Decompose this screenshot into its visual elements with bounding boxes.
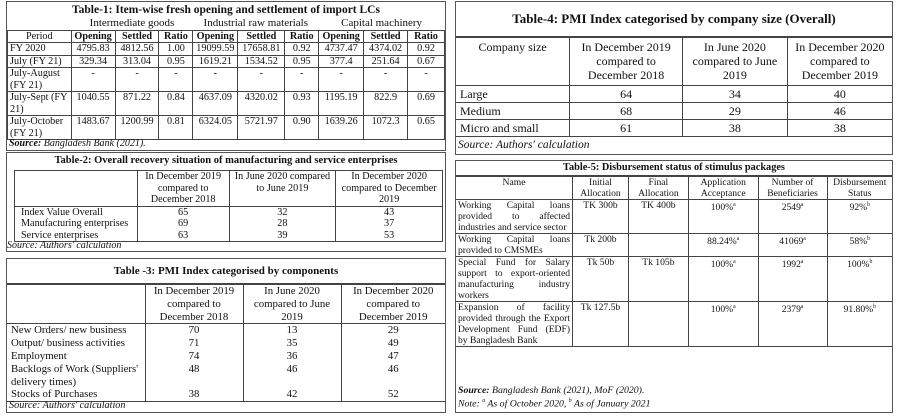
table-row: [15, 206, 443, 218]
column-header: In December 2020 compared to December 2019: [341, 285, 445, 324]
row-label: Medium: [456, 103, 570, 120]
table-cell: 5721.97: [238, 116, 285, 140]
table-row: [7, 350, 445, 363]
table-cell: 38: [145, 388, 243, 401]
column-header: Ratio: [285, 30, 319, 43]
table-cell: 42: [243, 388, 341, 401]
footnote-marker: a: [803, 236, 806, 242]
initial-allocation: Tk 127.5b: [573, 302, 629, 347]
table-3-grid: [7, 284, 445, 402]
footnote-marker: a: [800, 259, 804, 265]
table-cell: 313.04: [115, 55, 159, 68]
table-cell: 4374.02: [364, 43, 408, 56]
row-label: Service enterprises: [15, 230, 138, 242]
table-row: [456, 302, 892, 347]
row-label: July-Sept (FY 21): [8, 92, 72, 116]
table-cell: 47: [387, 349, 399, 362]
row-label: Backlogs of Work (Suppliers' delivery times): [7, 363, 145, 389]
table-cell: 46: [243, 363, 341, 389]
table-cell: 4320.02: [238, 92, 285, 116]
column-header: Ratio: [408, 30, 445, 43]
table-row: [456, 103, 892, 120]
table-row: [8, 43, 445, 56]
table-cell: 46: [387, 362, 399, 375]
table-cell: 17658.81: [238, 43, 285, 56]
table-4-header-row: [456, 38, 892, 86]
table-cell: 251.64: [364, 55, 408, 68]
row-label: July-August (FY 21): [8, 68, 72, 92]
footnote-marker: b: [867, 236, 870, 242]
table-row: [7, 337, 445, 350]
table-cell: 65: [137, 206, 229, 218]
table-cell: 38: [787, 120, 892, 137]
footnote-marker: b: [869, 259, 873, 265]
table-1-grid: [7, 18, 445, 140]
final-allocation: [628, 234, 688, 257]
table-2-header-row: [15, 171, 443, 207]
table-cell: 49: [387, 337, 399, 350]
column-header: In December 2019 compared to December 2018: [570, 38, 683, 86]
group-header: Intermediate goods: [89, 17, 175, 29]
column-header: In December 2020 compared to December 2019: [336, 171, 443, 207]
table-cell: 48: [145, 363, 243, 389]
table-cell: 0.65: [408, 116, 445, 140]
row-label: Manufacturing enterprises: [15, 218, 138, 230]
table-3-header-row: [7, 285, 445, 324]
table-3-pmi-components: [6, 258, 446, 413]
number-of-beneficiaries: 1992$^a$: [758, 257, 827, 302]
table-1-group-row: [8, 18, 445, 30]
table-row: [456, 257, 892, 302]
row-label: Employment: [7, 350, 145, 363]
column-header: Application Acceptance: [688, 177, 758, 200]
footnote-marker: a: [733, 259, 736, 265]
table-cell: 70: [145, 324, 243, 337]
footnote-marker: a: [800, 304, 804, 310]
column-header: In June 2020 compared to June 2019: [682, 38, 787, 86]
column-header: Settled: [115, 30, 159, 43]
package-name: Working Capital loans provided to affected industries and service sector: [456, 200, 573, 234]
table-cell: 1.00: [159, 43, 193, 56]
table-cell: 871.22: [115, 92, 159, 116]
table-cell: 74: [145, 350, 243, 363]
table-row: [15, 218, 443, 230]
table-cell: -: [408, 68, 445, 92]
column-header: Company size: [456, 38, 570, 86]
row-label: FY 2020: [8, 43, 72, 56]
initial-allocation: Tk 50b: [573, 257, 629, 302]
table-row: [7, 324, 445, 337]
table-row: [8, 92, 445, 116]
table-cell: 32: [229, 206, 336, 218]
package-name: Working Capital loans provided to CMSMEs: [456, 234, 573, 257]
table-cell: 68: [570, 103, 683, 120]
number-of-beneficiaries: 2549$^a$: [758, 200, 827, 234]
table-cell: 53: [336, 230, 443, 242]
table-5-source-line: Source: Bangladesh Bank (2021), MoF (2020).: [458, 385, 645, 396]
table-cell: 1534.52: [238, 55, 285, 68]
table-cell: 377.4: [319, 55, 364, 68]
table-cell: 1639.26: [319, 116, 364, 140]
row-label: Stocks of Purchases: [7, 388, 145, 401]
table-row: [7, 363, 445, 389]
table-cell: 822.9: [364, 92, 408, 116]
column-header: Ratio: [159, 30, 193, 43]
group-header: Industrial raw materials: [203, 17, 309, 29]
table-cell: 34: [682, 86, 787, 103]
table-cell: 0.81: [159, 116, 193, 140]
application-acceptance: 88.24%$^a$: [688, 234, 758, 257]
footnote-marker: b: [873, 304, 876, 310]
column-header: Opening: [71, 30, 115, 43]
application-acceptance: 100%$^a$: [688, 302, 758, 347]
column-header: Disbursement Status: [827, 177, 892, 200]
table-cell: 0.67: [408, 55, 445, 68]
column-header: Opening: [319, 30, 364, 43]
table-cell: 0.92: [285, 43, 319, 56]
footnote-marker: a: [736, 236, 740, 242]
table-row: [456, 86, 892, 103]
table-cell: 6324.05: [193, 116, 238, 140]
row-label: Large: [456, 86, 570, 103]
table-cell: 29: [387, 324, 399, 337]
column-header: Opening: [193, 30, 238, 43]
table-cell: 0.90: [285, 116, 319, 140]
table-5-source: [458, 385, 650, 409]
table-5-grid: [456, 176, 892, 347]
row-label: New Orders/ new business: [7, 324, 145, 337]
package-name: Expansion of facility provided through the Export Development Fund (EDF) by Bangladesh Bank: [456, 302, 573, 347]
table-row: [456, 200, 892, 234]
column-header: In December 2019 compared to December 2018: [145, 285, 243, 324]
row-label: Micro and small: [456, 120, 570, 137]
table-cell: 1072.3: [364, 116, 408, 140]
table-cell: 4812.56: [115, 43, 159, 56]
table-cell: 0.69: [408, 92, 445, 116]
table-row: [8, 55, 445, 68]
table-3-caption: Table -3: PMI Index categorised by components: [7, 259, 445, 284]
row-label: Output/ business activities: [7, 337, 145, 350]
table-4-grid: [456, 37, 892, 137]
table-4-source: Source: Authors' calculation: [458, 139, 590, 151]
table-2-grid: [14, 170, 443, 242]
table-1-header-row: [8, 30, 445, 43]
table-cell: 4737.47: [319, 43, 364, 56]
table-cell: -: [71, 68, 115, 92]
footnote-marker: b: [867, 202, 870, 208]
table-1-source: Source: Bangladesh Bank (2021).: [9, 138, 146, 149]
column-header: Number of Beneficiaries: [758, 177, 827, 200]
table-5-caption: Table-5: Disbursement status of stimulus packages: [456, 161, 892, 176]
row-label: July-October (FY 21): [8, 116, 72, 140]
column-header: Final Allocation: [628, 177, 688, 200]
table-cell: 1483.67: [71, 116, 115, 140]
table-cell: 19099.59: [193, 43, 238, 56]
footnote-marker: a: [800, 202, 804, 208]
table-cell: 37: [336, 218, 443, 230]
table-cell: 0.95: [285, 55, 319, 68]
table-cell: 71: [145, 337, 243, 350]
final-allocation: Tk 105b: [628, 257, 688, 302]
disbursement-status: 58%$^b$: [827, 234, 892, 257]
group-header: Capital machinery: [341, 17, 423, 29]
final-allocation: [628, 302, 688, 347]
table-row: [456, 120, 892, 137]
table-5-note-line: Note: $^a$ As of October 2020, $^b$ As of January 2021: [458, 398, 651, 410]
table-3-source: Source: Authors' calculation: [9, 400, 126, 411]
table-4-pmi-company-size: [455, 1, 893, 155]
table-cell: 61: [570, 120, 683, 137]
table-cell: 40: [787, 86, 892, 103]
table-cell: -: [285, 68, 319, 92]
table-cell: 43: [336, 206, 443, 218]
table-cell: 0.92: [408, 43, 445, 56]
number-of-beneficiaries: 41069$^a$: [758, 234, 827, 257]
footnote-marker: a: [733, 304, 736, 310]
table-4-caption: Table-4: PMI Index categorised by company size (Overall): [456, 2, 892, 37]
table-2-source: Source: Authors' calculation: [7, 240, 122, 251]
column-header: Period: [8, 30, 72, 43]
table-cell: 64: [570, 86, 683, 103]
package-name: Special Fund for Salary support to export-oriented manufacturing industry workers: [456, 257, 573, 302]
footnote-marker: a: [733, 202, 736, 208]
table-1-import-lcs: [6, 1, 446, 151]
table-cell: -: [319, 68, 364, 92]
column-header: In December 2020 compared to December 2019: [787, 38, 892, 86]
column-header: Settled: [238, 30, 285, 43]
table-cell: -: [238, 68, 285, 92]
column-header: Initial Allocation: [573, 177, 629, 200]
number-of-beneficiaries: 2379$^a$: [758, 302, 827, 347]
table-cell: 38: [682, 120, 787, 137]
column-header: In June 2020 compared to June 2019: [243, 285, 341, 324]
table-row: [8, 68, 445, 92]
table-cell: 69: [137, 218, 229, 230]
column-header: Settled: [364, 30, 408, 43]
table-cell: 13: [243, 324, 341, 337]
table-cell: 4637.09: [193, 92, 238, 116]
table-row: [456, 234, 892, 257]
application-acceptance: 100%$^a$: [688, 257, 758, 302]
disbursement-status: 100%$^b$: [827, 257, 892, 302]
table-cell: -: [193, 68, 238, 92]
disbursement-status: 92%$^b$: [827, 200, 892, 234]
table-cell: 39: [229, 230, 336, 242]
table-cell: -: [364, 68, 408, 92]
initial-allocation: Tk 200b: [573, 234, 629, 257]
table-cell: 0.95: [159, 55, 193, 68]
row-label: Index Value Overall: [15, 206, 138, 218]
table-cell: 29: [682, 103, 787, 120]
table-2-recovery-situation: [6, 152, 446, 252]
table-cell: 0.84: [159, 92, 193, 116]
table-cell: 46: [787, 103, 892, 120]
table-cell: 52: [341, 388, 445, 401]
table-cell: 1040.55: [71, 92, 115, 116]
table-cell: 35: [243, 337, 341, 350]
disbursement-status: 91.80%$^b$: [827, 302, 892, 347]
table-cell: 1195.19: [319, 92, 364, 116]
application-acceptance: 100%$^a$: [688, 200, 758, 234]
table-cell: 4795.83: [71, 43, 115, 56]
table-cell: 1619.21: [193, 55, 238, 68]
table-cell: 63: [137, 230, 229, 242]
column-header: In June 2020 compared to June 2019: [229, 171, 336, 207]
table-1-caption: Table-1: Item-wise fresh opening and settlement of import LCs: [72, 4, 380, 16]
table-cell: 1200.99: [115, 116, 159, 140]
column-header: Name: [456, 177, 573, 200]
table-row: [8, 116, 445, 140]
table-cell: -: [159, 68, 193, 92]
column-header: In December 2019 compared to December 2018: [137, 171, 229, 207]
table-cell: 0.93: [285, 92, 319, 116]
table-5-stimulus-disbursement: [455, 160, 893, 413]
table-cell: 329.34: [71, 55, 115, 68]
row-label: July (FY 21): [8, 55, 72, 68]
final-allocation: TK 400b: [628, 200, 688, 234]
table-2-caption: Table-2: Overall recovery situation of manufacturing and service enterprises: [54, 155, 398, 166]
initial-allocation: TK 300b: [573, 200, 629, 234]
table-cell: 36: [243, 350, 341, 363]
table-5-header-row: [456, 177, 892, 200]
table-cell: -: [115, 68, 159, 92]
table-cell: 28: [229, 218, 336, 230]
